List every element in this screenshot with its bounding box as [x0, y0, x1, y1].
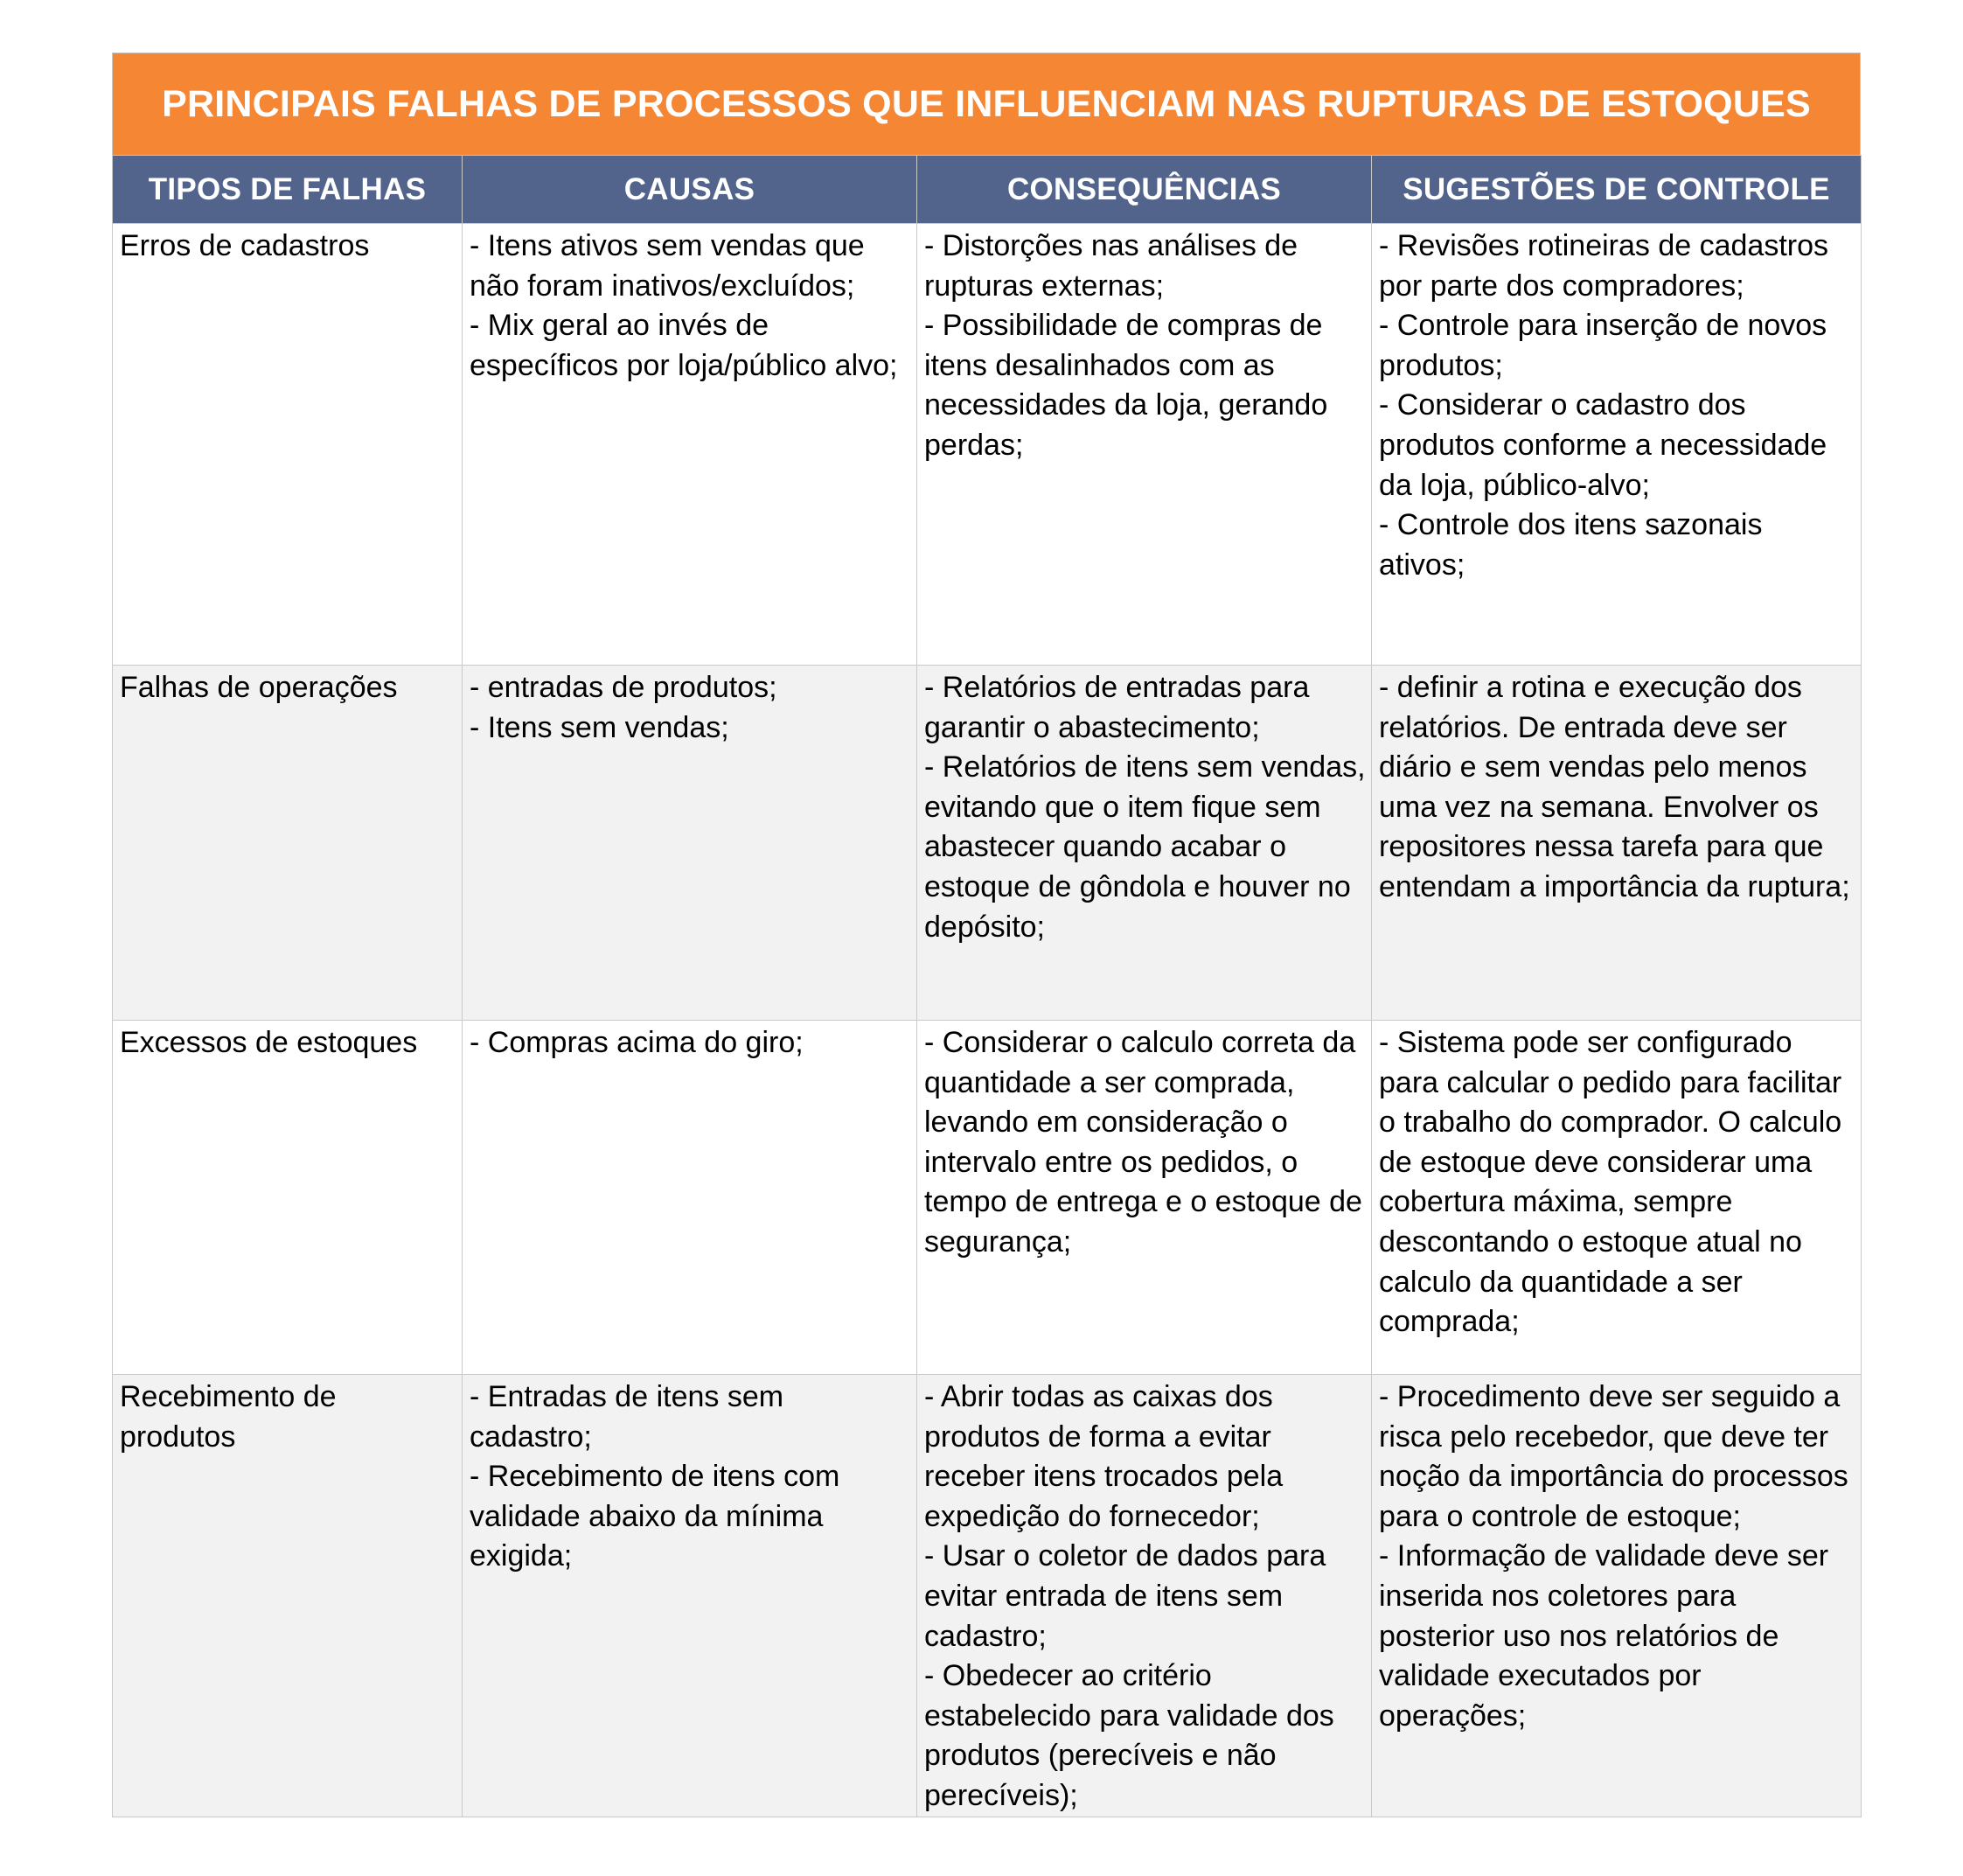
cell-line: - Abrir todas as caixas dos produtos de forma a evitar receber itens trocados pela expedição do fornecedor;	[924, 1380, 1284, 1533]
cell-line: - entradas de produtos;	[470, 671, 777, 704]
cell-sugestoes	[1372, 666, 1862, 1021]
cell-line: - Controle para inserção de novos produtos;	[1379, 309, 1827, 382]
column-header-tipos: TIPOS DE FALHAS	[113, 156, 463, 224]
cell-line: - Controle dos itens sazonais ativos;	[1379, 508, 1763, 582]
cell-line: - Sistema pode ser configurado para calcular o pedido para facilitar o trabalho do comprador. O calculo de estoque deve considerar uma cobertura máxima, sempre descontando o estoque atual no calculo da quantidade a ser comprada;	[1379, 1026, 1842, 1339]
cell-line: - Compras acima do giro;	[470, 1026, 804, 1059]
column-header-causas: CAUSAS	[463, 156, 917, 224]
cell-line: - Mix geral ao invés de específicos por loja/público alvo;	[470, 309, 898, 382]
cell-line: - Relatórios de entradas para garantir o abastecimento;	[924, 671, 1310, 744]
cell-line: - Distorções nas análises de rupturas externas;	[924, 229, 1298, 303]
cell-line: - Obedecer ao critério estabelecido para validade dos produtos (perecíveis e não perecíveis);	[924, 1659, 1334, 1812]
spreadsheet-table	[112, 52, 1861, 1817]
cell-line: - Usar o coletor de dados para evitar entrada de itens sem cadastro;	[924, 1539, 1326, 1653]
cell-line: - Considerar o calculo correta da quantidade a ser comprada, levando em consideração o intervalo entre os pedidos, o tempo de entrega e o estoque de segurança;	[924, 1026, 1362, 1259]
cell-consequencias	[917, 224, 1372, 666]
cell-consequencias	[917, 1375, 1372, 1817]
table-row	[113, 666, 1862, 1021]
cell-sugestoes	[1372, 1375, 1862, 1817]
cell-line: - Informação de validade deve ser inserida nos coletores para posterior uso nos relatórios de validade executados por operações;	[1379, 1539, 1829, 1733]
cell-tipo: Erros de cadastros	[113, 224, 463, 666]
cell-line: - Procedimento deve ser seguido a risca pelo recebedor, que deve ter noção da importância do processos para o controle de estoque;	[1379, 1380, 1848, 1533]
cell-line: - Relatórios de itens sem vendas, evitando que o item fique sem abastecer quando acabar o estoque de gôndola e houver no depósito;	[924, 750, 1366, 944]
cell-line: - Considerar o cadastro dos produtos conforme a necessidade da loja, público-alvo;	[1379, 388, 1827, 502]
cell-line: - Revisões rotineiras de cadastros por parte dos compradores;	[1379, 229, 1829, 303]
cell-tipo: Falhas de operações	[113, 666, 463, 1021]
table-row	[113, 224, 1862, 666]
cell-consequencias	[917, 1021, 1372, 1375]
cell-causas	[463, 1021, 917, 1375]
cell-causas	[463, 666, 917, 1021]
table-title: PRINCIPAIS FALHAS DE PROCESSOS QUE INFLUENCIAM NAS RUPTURAS DE ESTOQUES	[112, 52, 1861, 155]
column-header-sugestoes: SUGESTÕES DE CONTROLE	[1372, 156, 1862, 224]
cell-consequencias	[917, 666, 1372, 1021]
column-header-consequencias: CONSEQUÊNCIAS	[917, 156, 1372, 224]
cell-line: - Entradas de itens sem cadastro;	[470, 1380, 784, 1454]
cell-sugestoes	[1372, 1021, 1862, 1375]
failures-table	[112, 155, 1862, 1817]
cell-line: - Recebimento de itens com validade abaixo da mínima exigida;	[470, 1460, 840, 1573]
cell-tipo: Excessos de estoques	[113, 1021, 463, 1375]
header-row	[113, 156, 1862, 224]
cell-sugestoes	[1372, 224, 1862, 666]
table-row	[113, 1021, 1862, 1375]
cell-causas	[463, 224, 917, 666]
cell-line: - Itens ativos sem vendas que não foram inativos/excluídos;	[470, 229, 865, 303]
cell-line: - Possibilidade de compras de itens desalinhados com as necessidades da loja, gerando perdas;	[924, 309, 1328, 462]
table-row	[113, 1375, 1862, 1817]
cell-line: - Itens sem vendas;	[470, 710, 729, 744]
cell-tipo: Recebimento de produtos	[113, 1375, 463, 1817]
cell-line: - definir a rotina e execução dos relatórios. De entrada deve ser diário e sem vendas pelo menos uma vez na semana. Envolver os repositores nessa tarefa para que entendam a importância da ruptura;	[1379, 671, 1850, 903]
cell-causas	[463, 1375, 917, 1817]
